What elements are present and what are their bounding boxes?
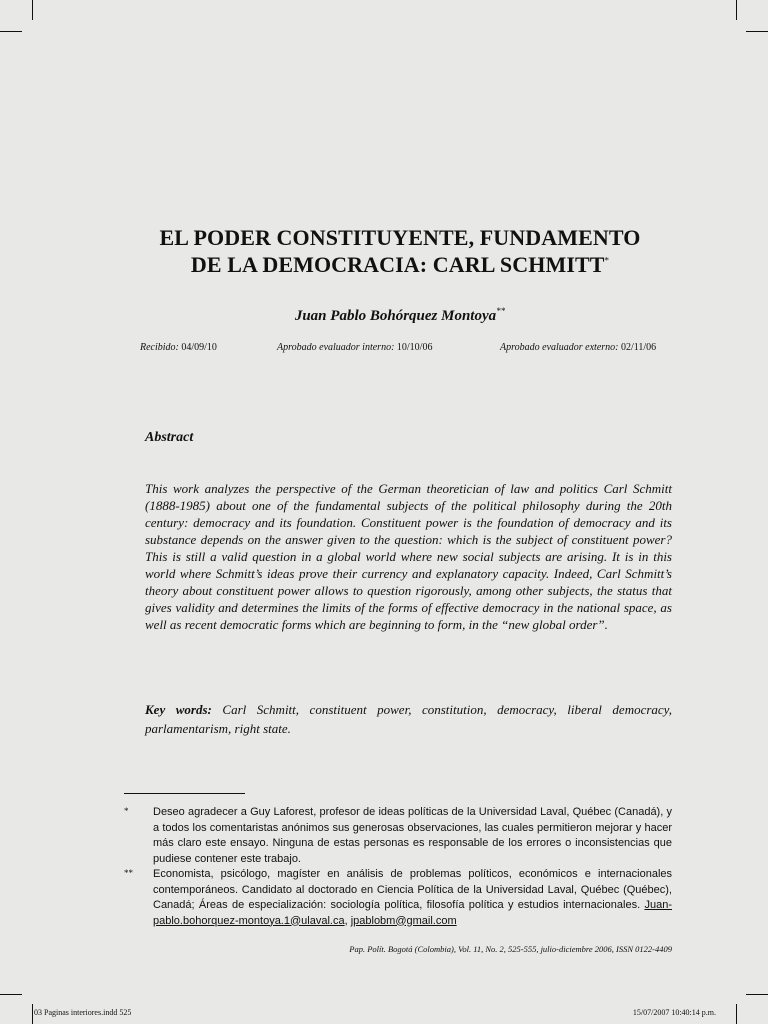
internal-label: Aprobado evaluador interno: xyxy=(277,342,395,353)
crop-mark-top-left-vertical xyxy=(32,0,33,20)
email-separator: , xyxy=(344,914,351,927)
author-line xyxy=(100,308,700,325)
crop-mark-bottom-left-horizontal xyxy=(0,994,22,995)
title-footnote-mark: * xyxy=(604,255,610,266)
author-footnote-mark: ** xyxy=(496,306,506,316)
keywords-text: Carl Schmitt, constituent power, constitution, democracy, liberal democracy, parlamentarism, right state. xyxy=(145,702,672,736)
received-date xyxy=(140,342,217,353)
internal-approval-date xyxy=(277,342,432,353)
email-link-2[interactable]: jpablobm@gmail.com xyxy=(350,914,457,927)
title-line-2 xyxy=(100,251,700,278)
print-slug-timestamp: 15/07/2007 10:40:14 p.m. xyxy=(632,1008,716,1017)
title-line-2-text: DE LA DEMOCRACIA: CARL SCHMITT xyxy=(190,252,605,277)
external-label: Aprobado evaluador externo: xyxy=(500,342,619,353)
crop-mark-bottom-left-vertical xyxy=(32,1004,33,1024)
keywords-label: Key words: xyxy=(145,702,212,717)
keywords xyxy=(145,700,672,738)
received-label: Recibido: xyxy=(140,342,179,353)
title-line-1: EL PODER CONSTITUYENTE, FUNDAMENTO xyxy=(159,225,641,250)
abstract-body: This work analyzes the perspective of the German theoretician of law and politics Carl Schmitt (1888-1985) about one of the fundamental subjects of the political philosophy during the 20th century: democracy and its foundation. Constituent power is the foundation of democracy and its substance depends on the answer given to the question: which is the subject of constituent power? This is still a valid question in a global world where new social subjects are arising. It is in this world where Schmitt’s ideas prove their currency and explanatory capacity. Indeed, Carl Schmitt’s theory about constituent power allows to question rigorously, among other subjects, the status that gives validity and determines the limits of the forms of effective democracy in the national space, as well as recent democratic forms which are beginning to form, in the “new global order”. xyxy=(145,481,672,632)
abstract-heading: Abstract xyxy=(145,430,194,445)
print-slug-filename: 03 Paginas interiores.indd 525 xyxy=(34,1008,132,1017)
footnote-rule xyxy=(124,793,245,794)
footnote-2-text: Economista, psicólogo, magíster en análisis de problemas políticos, económicos e internacionales contemporáneos. Candidato al doctorado en Ciencia Política de la Universidad Laval, Québec (Québec), Canadá; Áreas de especialización: sociología política, filosofía política y estudios internacionales. xyxy=(153,868,672,911)
crop-mark-bottom-right-horizontal xyxy=(746,994,768,995)
footnote-1-mark: * xyxy=(124,806,129,816)
crop-mark-bottom-right-vertical xyxy=(736,1004,737,1024)
footnote-1-text: Deseo agradecer a Guy Laforest, profesor de ideas políticas de la Universidad Laval, Québec (Canadá), y a todos los comentaristas anónimos sus generosas observaciones, las cuales permitieron mejorar y hacer más claro este ensayo. Ninguna de estas personas es responsable de los errores o inconsistencias que pudiese contener este trabajo. xyxy=(153,806,672,865)
internal-value: 10/10/06 xyxy=(396,342,433,353)
article-title xyxy=(100,224,700,278)
journal-citation: Pap. Polít. Bogotá (Colombia), Vol. 11, No. 2, 525-555, julio-diciembre 2006, ISSN 0122-4409 xyxy=(349,944,672,954)
crop-mark-top-right-horizontal xyxy=(746,31,768,32)
footnote-2 xyxy=(153,867,672,929)
footnote-2-mark: ** xyxy=(124,868,133,878)
external-approval-date xyxy=(500,342,656,353)
email-link-1[interactable]: Juan-pablo.bohorquez-montoya.1@ulaval.ca xyxy=(153,899,672,927)
crop-mark-top-left-horizontal xyxy=(0,31,22,32)
external-value: 02/11/06 xyxy=(621,342,657,353)
received-value: 04/09/10 xyxy=(181,342,217,353)
author-name: Juan Pablo Bohórquez Montoya xyxy=(294,308,497,324)
crop-mark-top-right-vertical xyxy=(736,0,737,20)
